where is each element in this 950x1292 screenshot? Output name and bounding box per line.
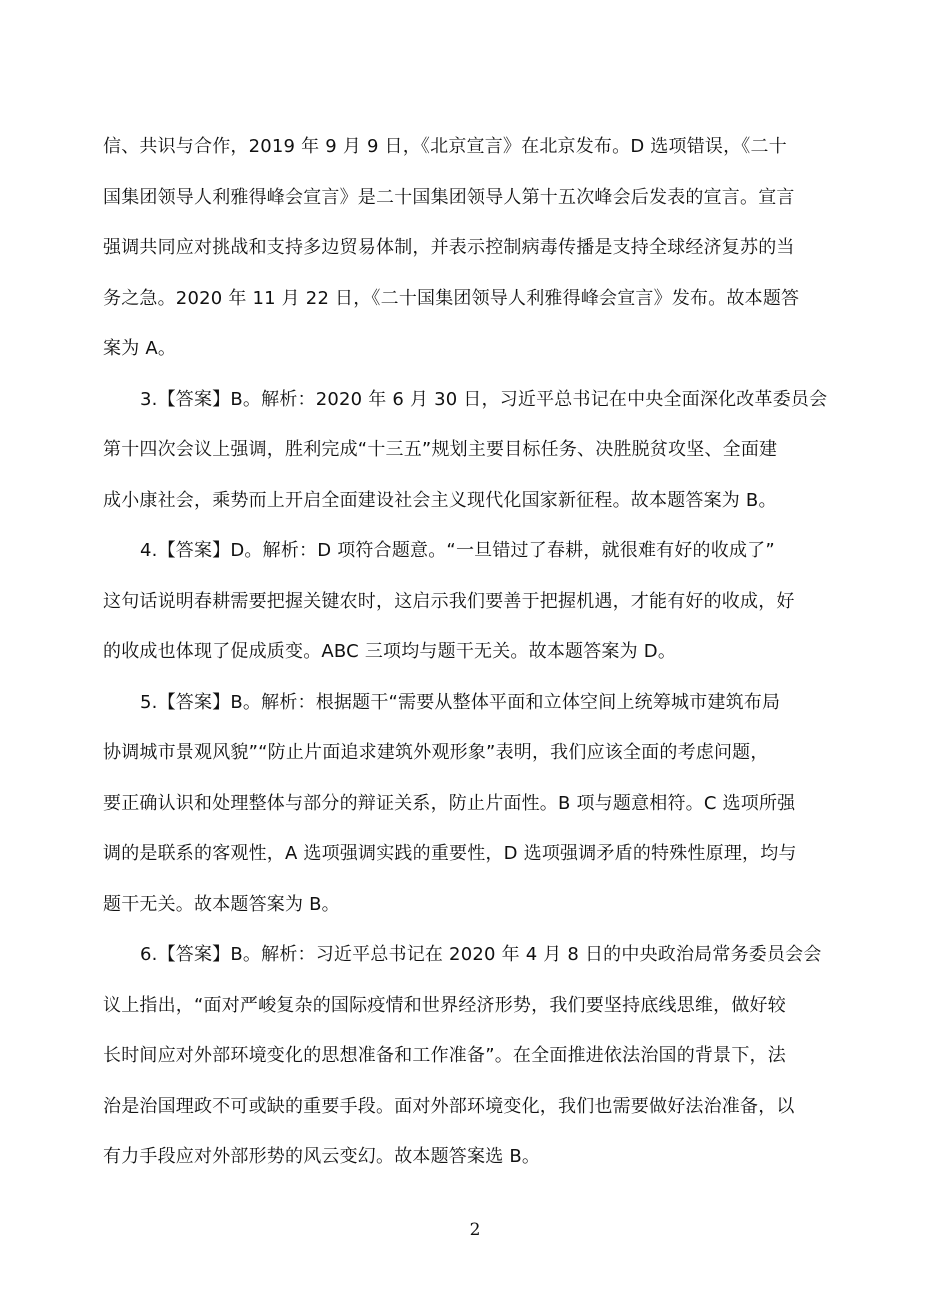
- text-line: 国集团领导人利雅得峰会宣言》是二十国集团领导人第十五次峰会后发表的宣言。宣言: [103, 187, 795, 208]
- text-line: 要正确认识和处理整体与部分的辩证关系，防止片面性。B 项与题意相符。C 选项所强: [103, 793, 796, 814]
- text-line: 这句话说明春耕需要把握关键农时，这启示我们要善于把握机遇，才能有好的收成，好: [103, 591, 795, 612]
- answer-6-line: 6.【答案】B。解析：习近平总书记在 2020 年 4 月 8 日的中央政治局常务委员会会: [140, 944, 822, 965]
- text-line: 务之急。2020 年 11 月 22 日，《二十国集团领导人利雅得峰会宣言》发布。故本题答: [103, 288, 800, 309]
- text-line: 长时间应对外部环境变化的思想准备和工作准备”。在全面推进依法治国的背景下，法: [103, 1045, 786, 1066]
- text-line: 议上指出，“面对严峻复杂的国际疫情和世界经济形势，我们要坚持底线思维，做好较: [103, 995, 786, 1016]
- page-number: 2: [469, 1220, 481, 1240]
- answer-5-line: 5.【答案】B。解析：根据题干“需要从整体平面和立体空间上统筹城市建筑布局: [140, 692, 781, 713]
- text-line: 案为 A。: [103, 338, 177, 359]
- text-line: 成小康社会，乘势而上开启全面建设社会主义现代化国家新征程。故本题答案为 B。: [103, 490, 777, 511]
- text-line: 的收成也体现了促成质变。ABC 三项均与题干无关。故本题答案为 D。: [103, 641, 677, 662]
- answer-3-line: 3.【答案】B。解析：2020 年 6 月 30 日，习近平总书记在中央全面深化改革委员会: [140, 389, 828, 410]
- answer-4-line: 4.【答案】D。解析：D 项符合题意。“一旦错过了春耕，就很难有好的收成了”: [140, 540, 775, 561]
- text-line: 题干无关。故本题答案为 B。: [103, 894, 340, 915]
- text-line: 治是治国理政不可或缺的重要手段。面对外部环境变化，我们也需要做好法治准备，以: [103, 1096, 795, 1117]
- text-line: 调的是联系的客观性，A 选项强调实践的重要性，D 选项强调矛盾的特殊性原理，均与: [103, 843, 797, 864]
- text-line: 协调城市景观风貌”“防止片面追求建筑外观形象”表明，我们应该全面的考虑问题，: [103, 742, 769, 763]
- text-line: 有力手段应对外部形势的风云变幻。故本题答案选 B。: [103, 1146, 541, 1167]
- text-line: 强调共同应对挑战和支持多边贸易体制，并表示控制病毒传播是支持全球经济复苏的当: [103, 237, 795, 258]
- text-line: 信、共识与合作，2019 年 9 月 9 日，《北京宣言》在北京发布。D 选项错误，《二十: [103, 136, 787, 157]
- text-line: 第十四次会议上强调，胜利完成“十三五”规划主要目标任务、决胜脱贫攻坚、全面建: [103, 439, 778, 460]
